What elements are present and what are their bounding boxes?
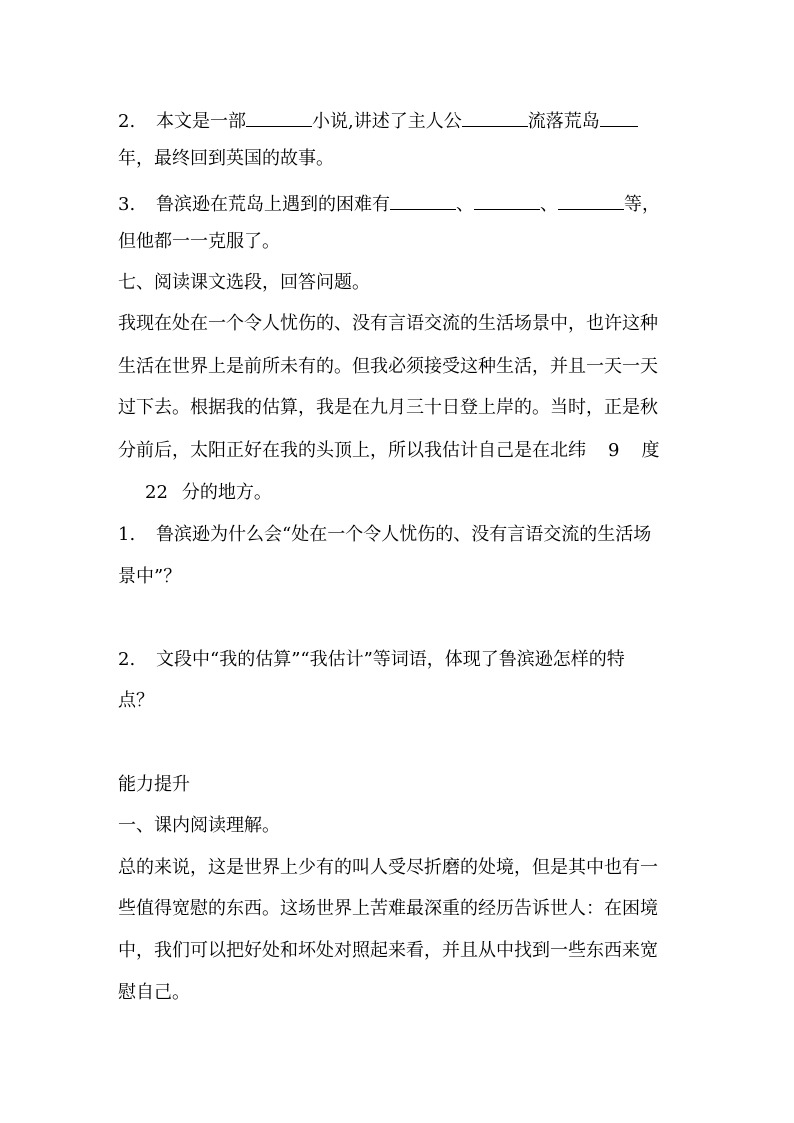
section-7-question-2-line-2: 点？	[118, 690, 154, 711]
fill-blank-years[interactable]	[600, 108, 638, 127]
passage-text: 度	[641, 440, 660, 461]
question-2-line-1	[118, 108, 638, 133]
passage-line: 过下去。根据我的估算，我是在九月三十日登上岸的。当时，正是秋	[118, 397, 658, 418]
passage-line: 些值得宽慰的东西。这场世界上苦难最深重的经历告诉世人：在困境	[118, 898, 658, 919]
passage-line: 生活在世界上是前所未有的。但我必须接受这种生活，并且一天一天	[118, 356, 658, 377]
section-7-title: 七、阅读课文选段，回答问题。	[118, 272, 370, 293]
question-text: 鲁滨逊为什么会“处在一个令人忧伤的、没有言语交流的生活场	[156, 524, 652, 545]
fill-blank-protagonist[interactable]	[462, 108, 528, 127]
passage-line: 总的来说，这是世界上少有的叫人受尽折磨的处境，但是其中也有一	[118, 857, 658, 878]
passage-text: 分的地方。	[181, 482, 272, 503]
fill-blank-difficulty-3[interactable]	[558, 191, 624, 210]
question-text: 流落荒岛	[527, 111, 600, 132]
separator: 、	[456, 194, 474, 215]
section-7-question-1-line-1	[118, 524, 651, 546]
section-7-question-2-line-1	[118, 649, 625, 671]
question-3-line-1	[118, 191, 660, 216]
passage-text: 分前后，太阳正好在我的头顶上，所以我估计自己是在北纬	[118, 440, 586, 461]
question-text: 年，最终回到英国的故事。	[118, 148, 334, 169]
passage-line: 我现在处在一个令人忧伤的、没有言语交流的生活场景中，也许这种	[118, 313, 658, 334]
question-number: 2.	[118, 111, 136, 132]
section-title-ability: 能力提升	[118, 774, 190, 795]
fill-blank-difficulty-1[interactable]	[390, 191, 456, 210]
subsection-title: 一、课内阅读理解。	[118, 815, 280, 836]
question-number: 2.	[118, 649, 136, 670]
separator: 、	[540, 194, 558, 215]
passage-line	[118, 440, 659, 462]
question-text: 本文是一部	[156, 111, 246, 132]
latitude-minutes: 22	[145, 482, 168, 503]
passage-line	[145, 482, 272, 504]
question-text: 但他都一一克服了。	[118, 231, 280, 252]
question-2-line-2	[118, 148, 334, 170]
passage-line: 中，我们可以把好处和坏处对照起来看，并且从中找到一些东西来宽	[118, 940, 658, 961]
fill-blank-genre[interactable]	[246, 108, 312, 127]
question-text: 等，	[624, 194, 660, 215]
question-number: 3.	[118, 194, 136, 215]
question-text: 鲁滨逊在荒岛上遇到的困难有	[156, 194, 390, 215]
question-number: 1.	[118, 524, 136, 545]
question-3-line-2	[118, 231, 280, 253]
section-7-question-1-line-2: 景中”？	[118, 566, 182, 587]
latitude-degrees: 9	[608, 440, 620, 461]
question-text: 小说,讲述了主人公	[312, 111, 462, 132]
question-text: 文段中“我的估算”“我估计”等词语，体现了鲁滨逊怎样的特	[156, 649, 625, 670]
fill-blank-difficulty-2[interactable]	[474, 191, 540, 210]
passage-line: 慰自己。	[118, 982, 190, 1003]
